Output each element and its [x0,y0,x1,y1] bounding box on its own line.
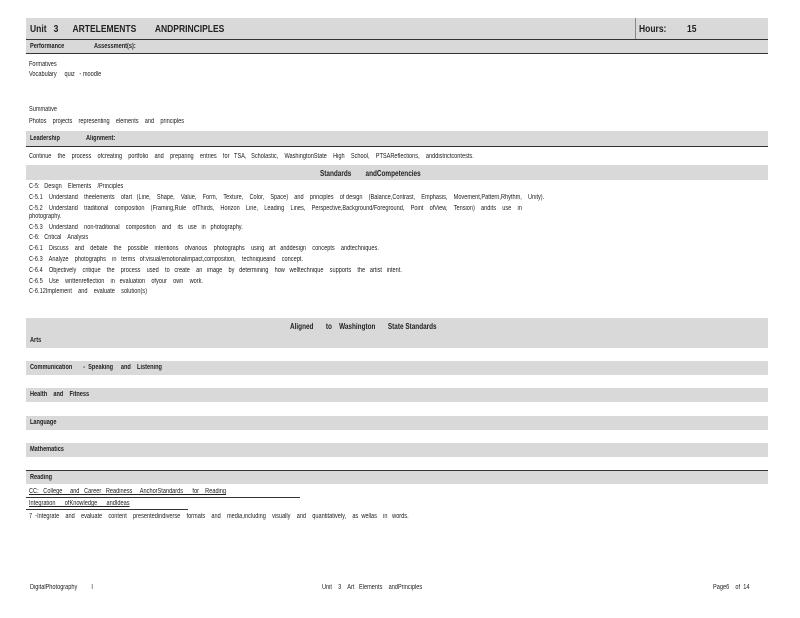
standard-item: photography. [29,212,62,220]
mathematics-band [26,443,768,457]
arts-label: Arts [30,337,42,344]
performance-label: Performance [30,43,65,50]
unit-number: 3 [53,24,59,35]
performance-rule [26,53,768,54]
reading-label: Reading [30,474,53,481]
unit-title: ARTELEMENTS ANDPRINCIPLES [72,24,225,35]
standard-item: C-6.5 Use writtenreflection in evaluation ofyour own work. [29,277,203,285]
standard-item: C-6.4 Objectively critique the process used to create an image by determining how welltechnique supports the artist intent. [29,266,402,274]
footer-course: DigitalPhotography I [30,584,93,591]
standards-title: Standards andCompetencies [320,169,421,178]
leadership-label: Leadership [30,135,60,142]
language-band [26,416,768,430]
performance-band [26,40,768,53]
standard-item: C-5: Design Elements /Principles [29,183,124,190]
standard-item: C-5.3 Understand non-traditional composition and its use in photography. [29,223,243,231]
assessment-label: Assessment(s): [94,43,136,50]
integration-rule [26,509,188,510]
footer-unit: Unit 3 Art Elements andPrinciples [322,584,423,591]
summative-text: Photos projects representing elements and principles [29,118,185,125]
reading-item: 7 -Integrate and evaluate content presentedindiverse formats and media,including visually and quantitatively, as wellas in words. [29,513,409,520]
standard-item: C-6.3 Analyze photographs in terms of:visual/emotionalimpact,composition, techniqueand concept. [29,255,303,263]
reading-band [26,471,768,484]
leadership-text: Continue the process ofcreating portfolio and preparing entries for TSA, Scholastic, WashingtonState High School, PTSAReflections, anddistrictcontests. [29,153,474,160]
footer-page-number: Page6 of 14 [713,584,750,591]
integration-heading: Integration ofKnowledge andIdeas [29,500,130,507]
standard-item: C-6.12Implement and evaluate solution(s) [29,288,147,296]
formatives-label: Formatives [29,61,57,68]
standard-item: C-5.2 Understand traditional composition (Framing,Rule ofThirds, Horizon Line, Leading Lines, Perspective,Background/Foreground, Point ofView, Tension) andits use in [29,204,522,212]
unit-header-divider [635,18,636,39]
aligned-title: Aligned to Washington State Standards [290,322,437,331]
leadership-band [26,131,768,146]
formatives-text: Vocabulary quiz - moodle [29,71,102,78]
standards-list [29,183,673,299]
language-label: Language [30,419,57,426]
alignment-label: Alignment: [86,135,116,142]
standard-item: C-6.1 Discuss and debate the possible intentions ofvarious photographs using art anddesign concepts andtechniques. [29,245,379,253]
standard-item: C-6: Critical Analysis [29,234,89,242]
health-band [26,388,768,402]
hours-label: Hours: [639,24,667,35]
cc-anchor-rule [26,497,300,498]
cc-anchor-standards: CC: College and Career Readiness AnchorStandards for Reading [29,488,227,495]
standard-item: C-5.1 Understand theelements ofart (Line, Shape, Value, Form, Texture, Color, Space) and principles of design (Balance,Contrast, Emphasis, Movement,Pattern,Rhythm, Unity). [29,193,545,201]
summative-label: Summative [29,106,58,113]
health-label: Health and Fitness [30,391,90,398]
hours-value: 15 [687,24,697,35]
unit-label: Unit 3 ARTELEMENTS ANDPRINCIPLES [30,24,225,35]
leadership-rule [26,146,768,147]
communication-label: Communication - Speaking and Listening [30,364,162,371]
mathematics-label: Mathematics [30,446,64,453]
